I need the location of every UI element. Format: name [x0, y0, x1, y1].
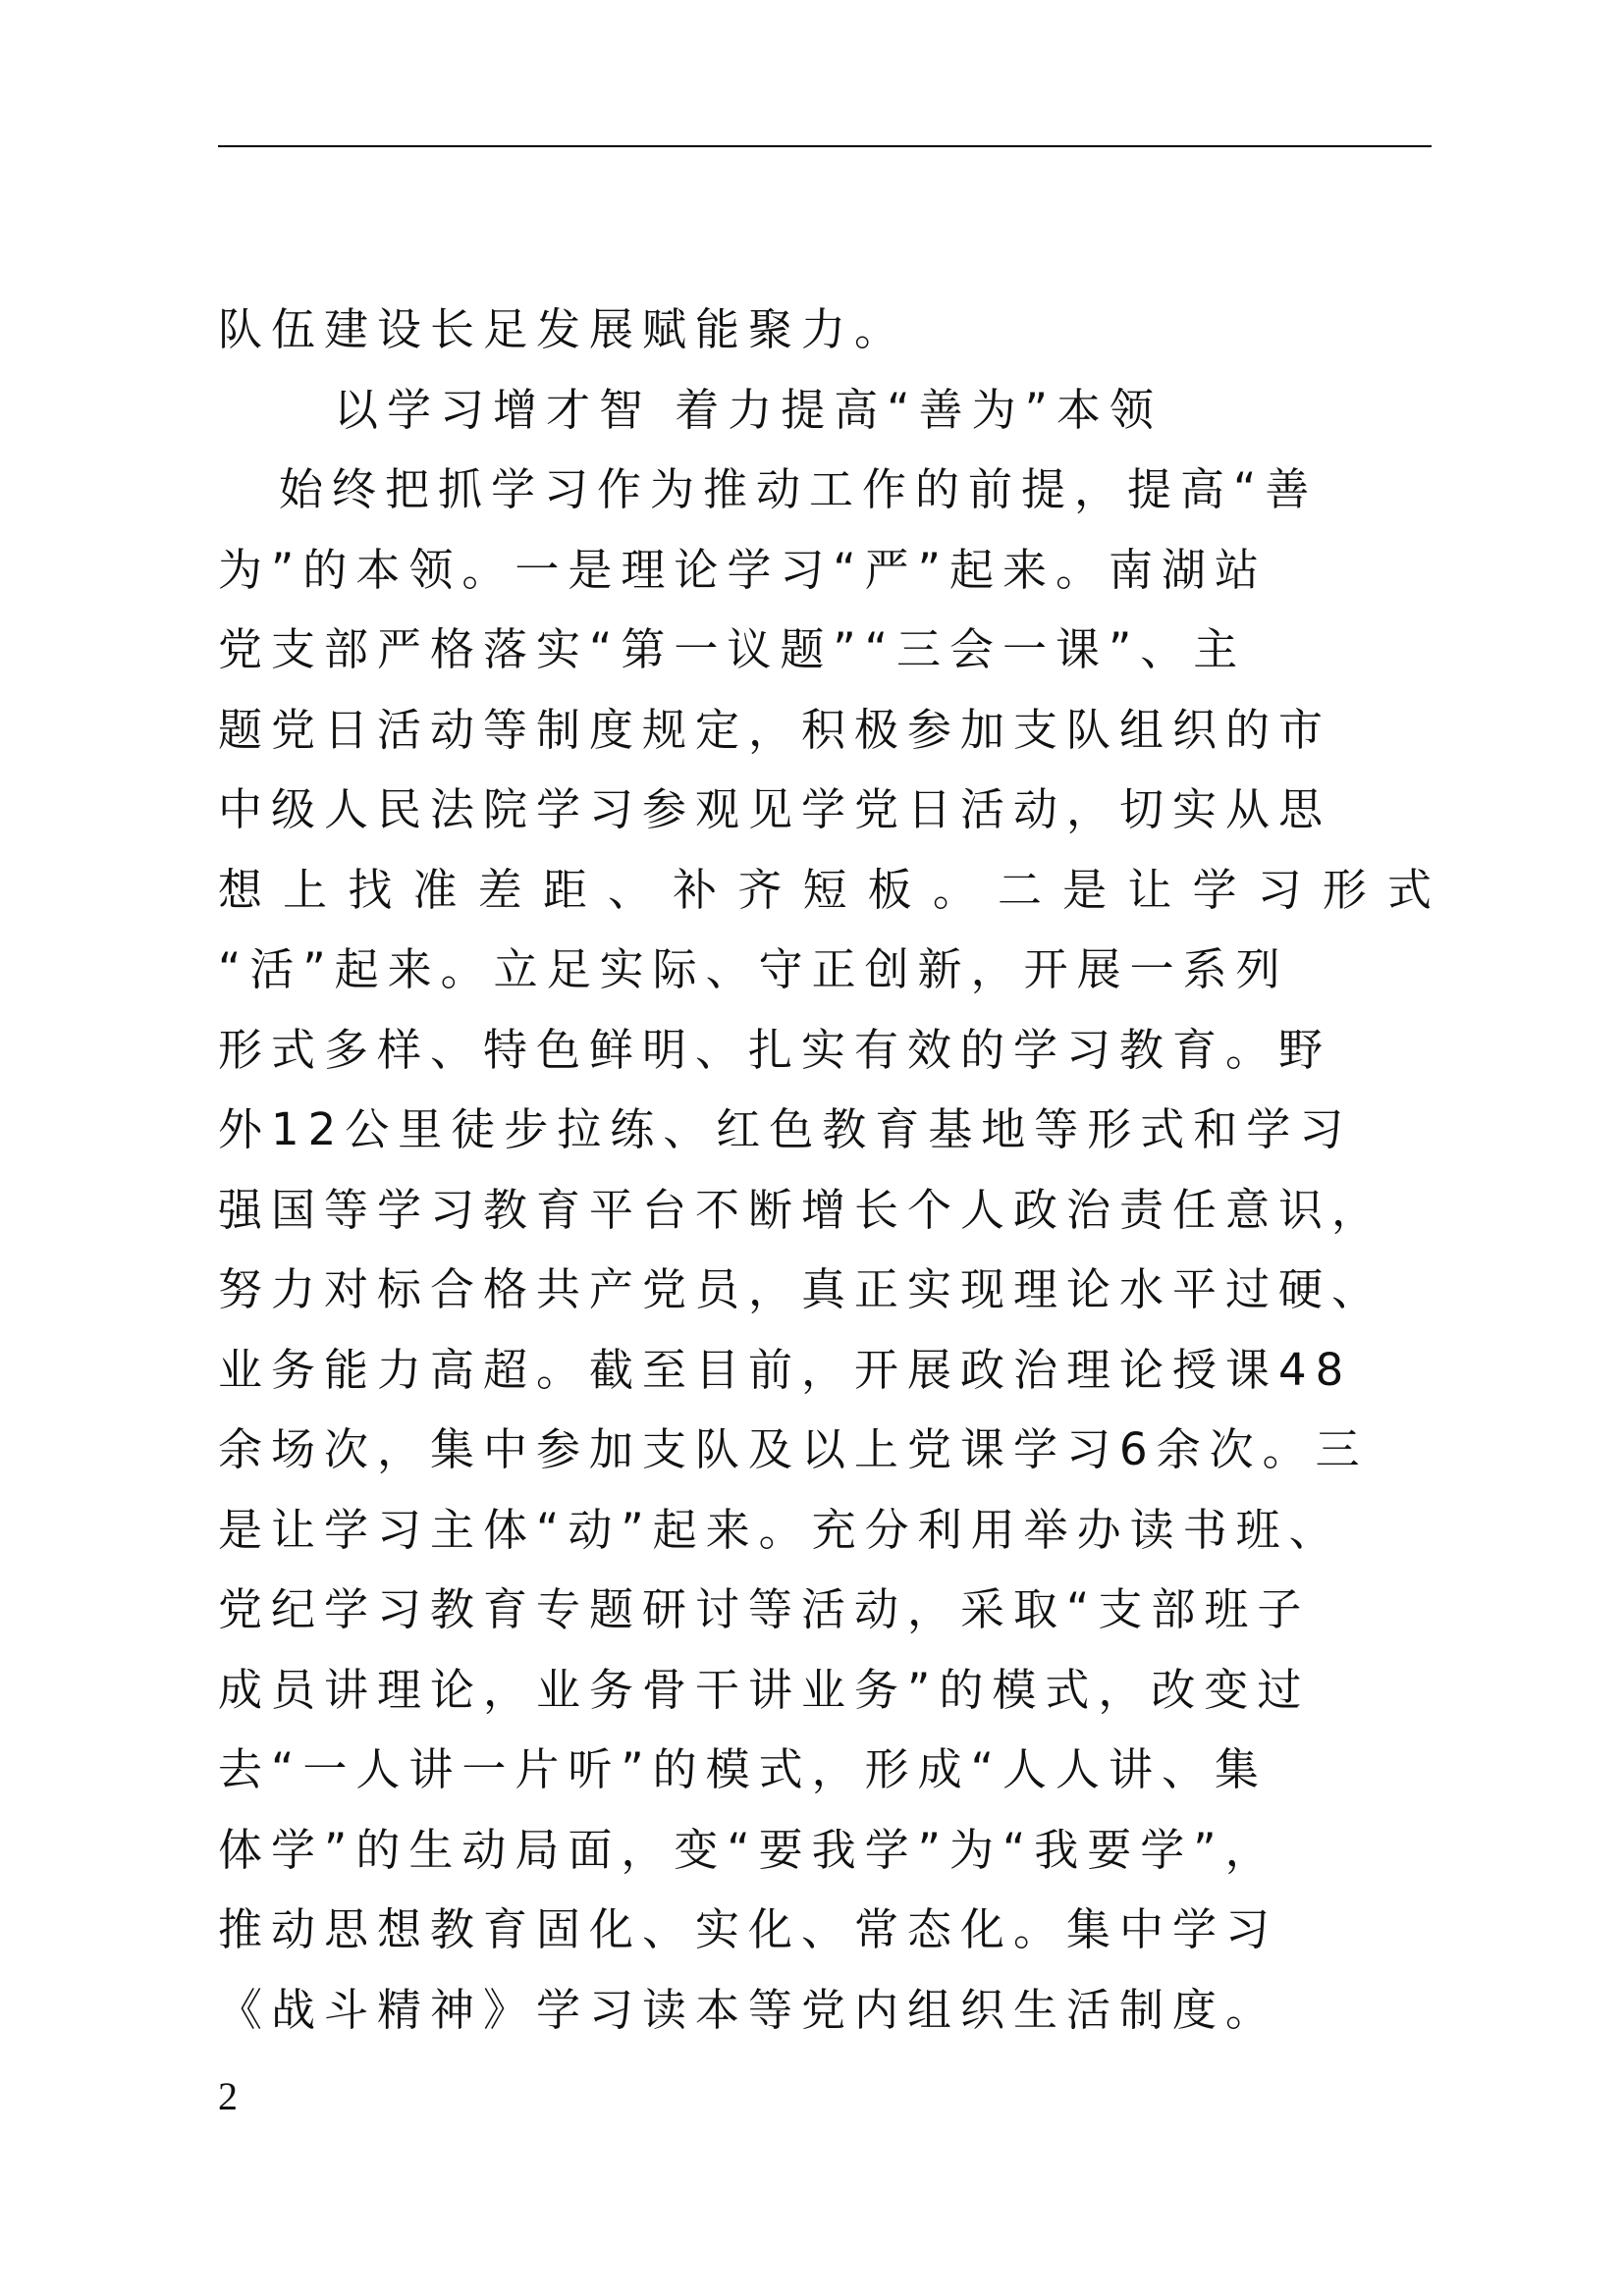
text-line: 去“一人讲一片听”的模式，形成“人人讲、集: [218, 1743, 1268, 1795]
text-line: 强国等学习教育平台不断增长个人政治责任意识，: [218, 1183, 1385, 1236]
text-line: 党纪学习教育专题研讨等活动，采取“支部班子: [218, 1583, 1311, 1635]
text-line: 业务能力高超。截至目前，开展政治理论授课48: [218, 1343, 1353, 1396]
text-line: 形式多样、特色鲜明、扎实有效的学习教育。野: [218, 1023, 1332, 1076]
text-line: 余场次，集中参加支队及以上党课学习6余次。三: [218, 1423, 1369, 1475]
text-line: 《战斗精神》学习读本等党内组织生活制度。: [218, 1983, 1279, 2036]
text-line: 题党日活动等制度规定，积极参加支队组织的市: [218, 703, 1332, 756]
page-number: 2: [218, 2074, 238, 2118]
text-line: 始终把抓学习作为推动工作的前提，提高“善: [279, 463, 1319, 515]
header-rule: [218, 145, 1432, 147]
text-line: 体学”的生动局面，变“要我学”为“我要学”，: [218, 1823, 1278, 1876]
text-line: 队伍建设长足发展赋能聚力。: [218, 303, 908, 355]
text-line: 推动思想教育固化、实化、常态化。集中学习: [218, 1903, 1279, 1955]
section-heading: 以学习增才智 着力提高“善为”本领: [334, 383, 1163, 436]
text-line: “活”起来。立足实际、守正创新，开展一系列: [218, 943, 1289, 995]
text-line: 外12公里徒步拉练、红色教育基地等形式和学习: [218, 1103, 1353, 1155]
text-line: 努力对标合格共产党员，真正实现理论水平过硬、: [218, 1263, 1385, 1315]
text-line: 成员讲理论，业务骨干讲业务”的模式，改变过: [218, 1663, 1311, 1716]
text-line: 党支部严格落实“第一议题”“三会一课”、主: [218, 623, 1247, 675]
text-line: 为”的本领。一是理论学习“严”起来。南湖站: [218, 543, 1268, 596]
text-line: 是让学习主体“动”起来。充分利用举办读书班、: [218, 1503, 1342, 1556]
text-line: 想上找准差距、补齐短板。二是让学习形式: [218, 863, 1432, 916]
text-line: 中级人民法院学习参观见学党日活动，切实从思: [218, 783, 1332, 835]
document-body: [218, 290, 1445, 2050]
